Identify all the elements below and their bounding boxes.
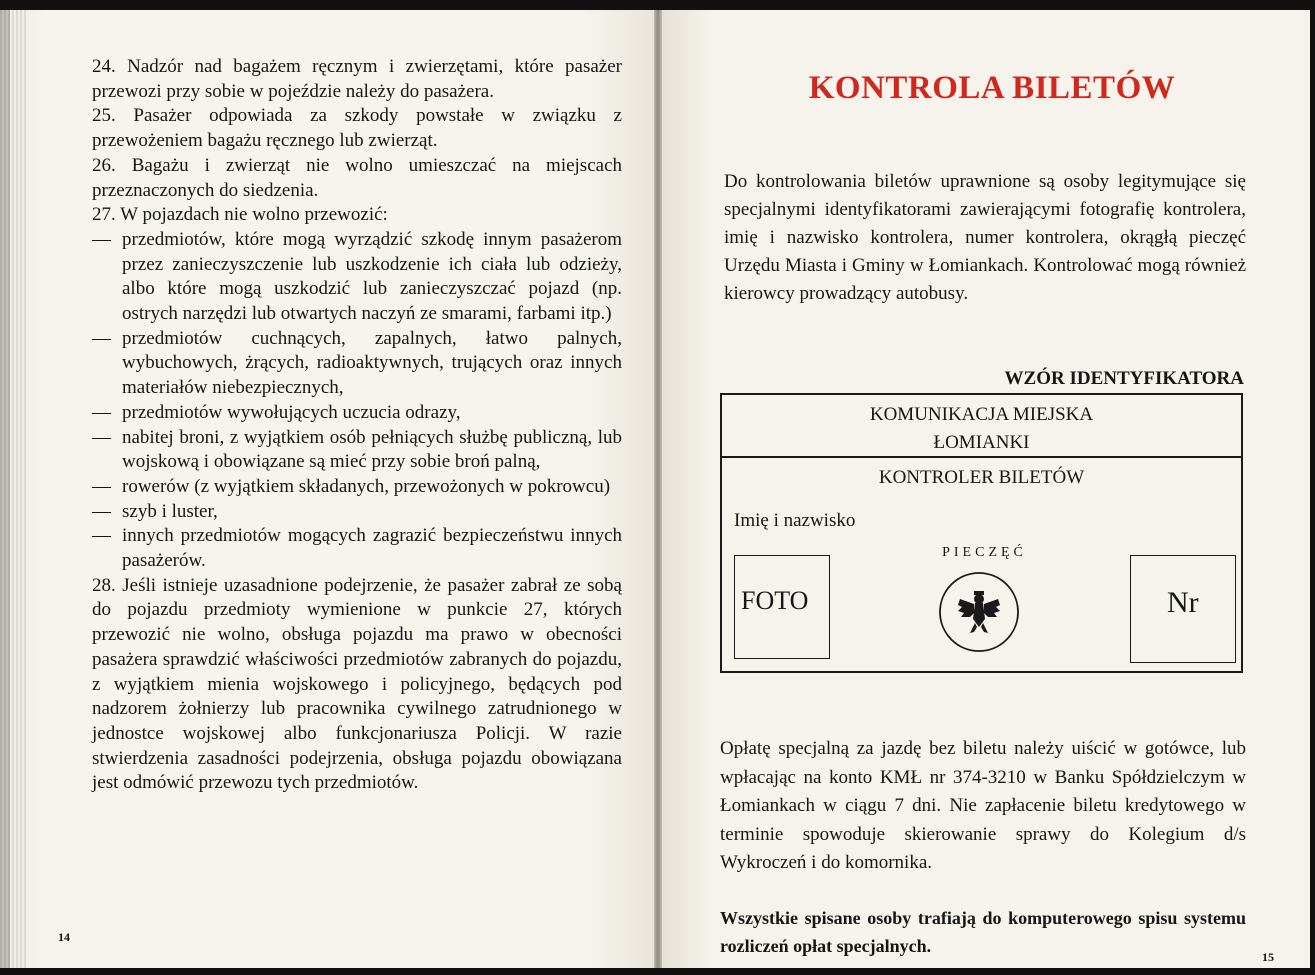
dash-bullet: — [92, 228, 111, 250]
list-item [92, 228, 622, 327]
id-card-sample [720, 393, 1243, 673]
list-item-text: przedmiotów wywołujących uczucia odrazy, [122, 401, 461, 423]
paragraph: 24. Nadzór nad bagażem ręcznym i zwierzętami, które pasażer przewozi przy sobie w pojeździe należy do pasażera. [92, 56, 622, 102]
dash-bullet: — [92, 426, 111, 448]
dash-bullet: — [92, 327, 111, 349]
list-item [92, 475, 622, 500]
page-number-right: 15 [1262, 950, 1274, 964]
list-item-text: przedmiotów cuchnących, zapalnych, łatwo palnych, wybuchowych, żrących, radioaktywnych, trujących oraz innych materiałów niebezpiecznych, [122, 327, 622, 399]
book-gutter [654, 10, 662, 968]
id-card-role: KONTROLER BILETÓW [878, 467, 1085, 488]
photo-box [734, 555, 830, 659]
payment-paragraph: Opłatę specjalną za jazdę bez biletu należy uiścić w gotówce, lub wpłacając na konto KMŁ nr 374-3210 w Banku Spółdzielczym w Łomiankach w ciągu 7 dni. Nie zapłacenie biletu kredytowego w terminie spowoduje skierowanie sprawy do Kolegium d/s Wykroczeń i do komornika. [720, 738, 1246, 873]
dash-bullet: — [92, 401, 111, 423]
list-item-text: przedmiotów, które mogą wyrządzić szkodę innym pasażerom przez zanieczyszczenie lub uszkodzenie ich ciała lub odzieży, albo które mogą uszkodzić lub zanieczyszczać pojazd (np. ostrych narzędzi lub otwartych naczyń ze smarami, farbami itp.) [122, 228, 622, 325]
id-card-stamp-label: PIECZĘĆ [942, 545, 1027, 560]
paragraph: 28. Jeśli istnieje uzasadnione podejrzenie, że pasażer zabrał ze sobą do pojazdu przedmioty wymienione w punkcie 27, których przewozić nie wolno, obsługa pojazdu ma prawo w obecności pasażera sprawdzić właściwości przedmiotów zabranych do pojazdu, z wyjątkiem mienia wojskowego i policyjnego, będących pod nadzorem żołnierzy lub pracownika cywilnego zatrudnionego w jednostce wojskowej albo funkcjonariusza Policji. W razie stwierdzenia zasadności podejrzenia, obsługa pojazdu obowiązana jest odmówić przewozu tych przedmiotów. [92, 574, 622, 794]
dash-bullet: — [92, 525, 111, 547]
list-item-text: innych przedmiotów mogących zagrazić bezpieczeństwu innych pasażerów. [122, 525, 622, 572]
list-item-text: nabitej broni, z wyjątkiem osób pełniących służbę publiczną, lub wojskową i obowiązane są mieć przy sobie broń palną, [122, 426, 622, 473]
list-item [92, 426, 622, 475]
sample-heading: WZÓR IDENTYFIKATORA [1004, 368, 1244, 389]
polish-eagle-emblem-icon [938, 571, 1020, 653]
number-box [1130, 555, 1236, 663]
page-number-left: 14 [58, 930, 70, 944]
list-item [92, 524, 622, 573]
list-item [92, 401, 622, 426]
dash-bullet: — [92, 500, 111, 522]
left-page-text [92, 55, 622, 796]
page-title: KONTROLA BILETÓW [808, 70, 1176, 106]
id-card-header [722, 395, 1241, 458]
id-card-header-line1: KOMUNIKACJA MIEJSKA [869, 404, 1094, 425]
id-card-header-line2: ŁOMIANKI [933, 432, 1030, 453]
paragraph: 25. Pasażer odpowiada za szkody powstałe w związku z przewożeniem bagażu ręcznego lub zwierząt. [92, 105, 622, 152]
number-label: Nr [1167, 586, 1199, 619]
list-item [92, 500, 622, 525]
paragraph: 26. Bagażu i zwierząt nie wolno umieszczać na miejscach przeznaczonych do siedzenia. [92, 154, 622, 201]
list-item-text: rowerów (z wyjątkiem składanych, przewożonych w pokrowcu) [122, 475, 611, 497]
bold-note: Wszystkie spisane osoby trafiają do komputerowego spisu systemu rozliczeń opłat specjalnych. [720, 908, 1246, 956]
list-item-text: szyb i luster, [122, 500, 218, 522]
page-edges [0, 10, 28, 968]
list-item [92, 327, 622, 401]
intro-paragraph: Do kontrolowania biletów uprawnione są osoby legitymujące się specjalnymi identyfikatorami zawierającymi fotografię kontrolera, imię i nazwisko kontrolera, numer kontrolera, okrągłą pieczęć Urzędu Miasta i Gminy w Łomiankach. Kontrolować mogą również kierowcy prowadzący autobusy. [724, 171, 1246, 304]
id-card-name-label: Imię i nazwisko [734, 510, 856, 531]
dash-bullet: — [92, 475, 111, 497]
paragraph: 27. W pojazdach nie wolno przewozić: [92, 204, 388, 226]
photo-label: FOTO [741, 586, 809, 615]
